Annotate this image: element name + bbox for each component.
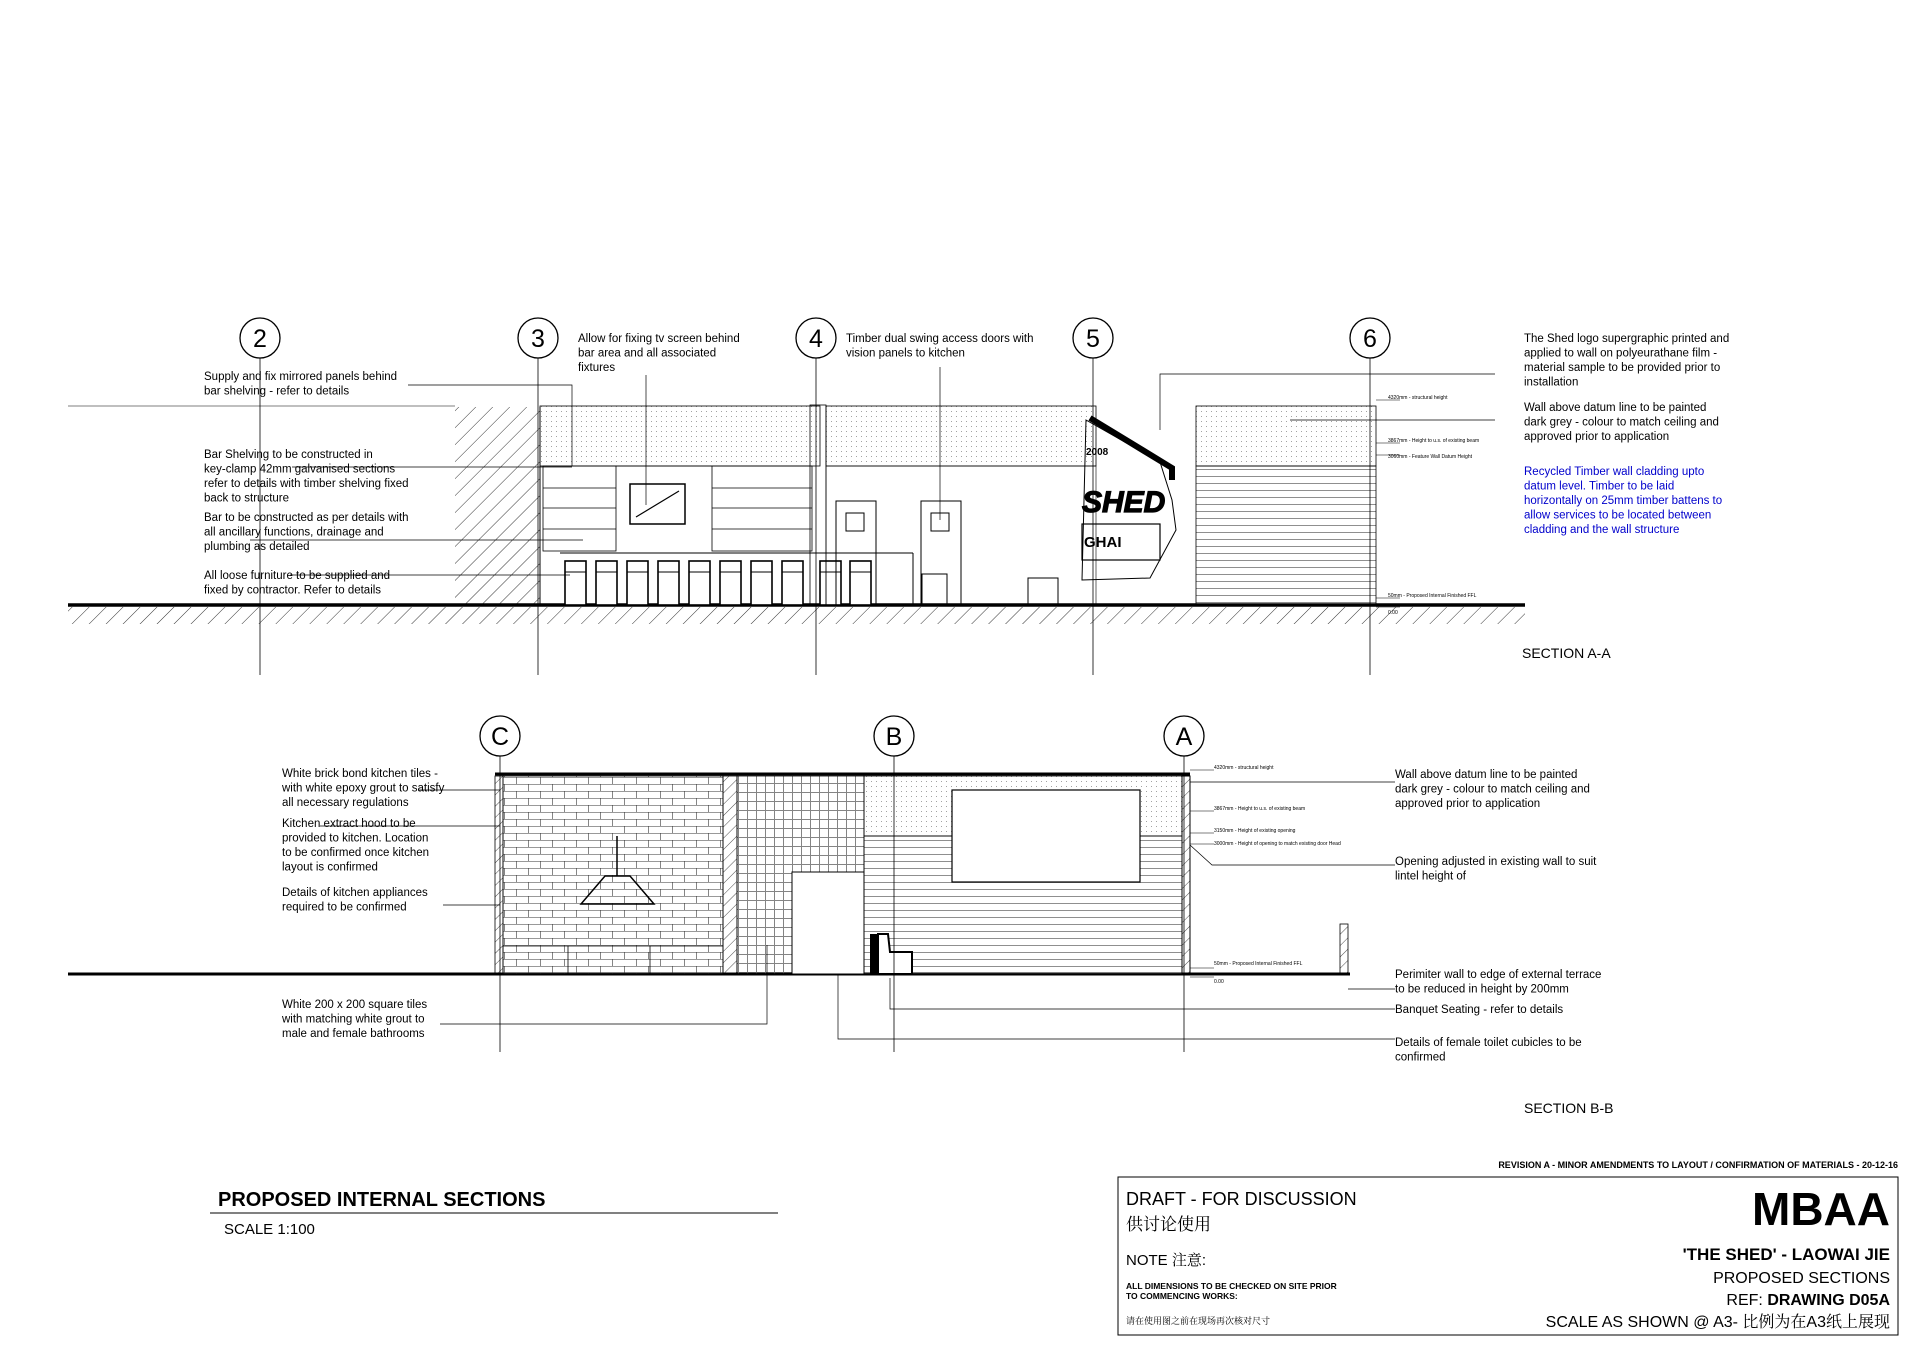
section-a-title: SECTION A-A xyxy=(1522,645,1611,661)
level-door-head-b: 3000mm - Height of opening to match existing door Head xyxy=(1214,841,1341,847)
drawing-ref xyxy=(1726,1292,1890,1309)
drawing-title: PROPOSED SECTIONS xyxy=(1713,1270,1890,1287)
ref-label: REF: xyxy=(1726,1292,1763,1309)
mbaa-logo: MBAA xyxy=(1752,1183,1890,1235)
grid-label: 4 xyxy=(809,325,823,353)
timber-cladding xyxy=(1196,466,1376,605)
project-name: 'THE SHED' - LAOWAI JIE xyxy=(1682,1245,1890,1264)
bar-stools xyxy=(565,561,871,605)
level-zero-a: 0.00 xyxy=(1388,610,1398,616)
grid-label: 2 xyxy=(253,325,267,353)
level-zero-b: 0.00 xyxy=(1214,979,1224,985)
footer xyxy=(210,1160,1898,1238)
grid-label: A xyxy=(1175,723,1193,751)
draft-label-cn: 供讨论使用 xyxy=(1126,1215,1211,1234)
bar-stool xyxy=(627,561,648,605)
note-kitchen-tiles: White brick bond kitchen tiles -with white epoxy grout to satisfy all necessary regulations xyxy=(282,768,445,809)
bar-stool xyxy=(751,561,772,605)
revision-note: REVISION A - MINOR AMENDMENTS TO LAYOUT / CONFIRMATION OF MATERIALS - 20-12-16 xyxy=(1498,1160,1898,1170)
ceiling-zone-1 xyxy=(540,406,820,466)
note-loose-furniture: All loose furniture to be supplied and fixed by contractor. Refer to details xyxy=(204,570,391,597)
note-bar-shelving: Bar Shelving to be constructed in key-clamp 42mm galvanised sections refer to details with timber shelving fixed back to structure xyxy=(204,449,409,505)
ground-hatch-a xyxy=(68,607,1525,624)
section-b-title: SECTION B-B xyxy=(1524,1100,1614,1116)
note-banquet-seating: Banquet Seating - refer to details xyxy=(1395,1004,1564,1016)
level-ffl-a: 50mm - Proposed Internal Finished FFL xyxy=(1388,593,1477,599)
level-beam-a: 3867mm - Height to u.s. of existing beam xyxy=(1388,438,1480,444)
note-bathroom-tiles: White 200 x 200 square tiles with matching white grout to male and female bathrooms xyxy=(282,999,428,1040)
level-opening-b: 3150mm - Height of existing opening xyxy=(1214,828,1296,834)
level-structural-a: 4320mm - structural height xyxy=(1388,395,1448,401)
draft-label: DRAFT - FOR DISCUSSION xyxy=(1126,1189,1357,1209)
level-ffl-b: 50mm - Proposed Internal Finished FFL xyxy=(1214,961,1303,967)
bar-stool xyxy=(658,561,679,605)
level-beam-b: 3867mm - Height to u.s. of existing beam xyxy=(1214,806,1306,812)
note-cn: 请在使用图之前在现场再次核对尺寸 xyxy=(1126,1316,1271,1326)
bar-stool xyxy=(850,561,871,605)
drawing-scale: SCALE AS SHOWN @ A3- 比例为在A3纸上展现 xyxy=(1545,1314,1890,1331)
level-structural-b: 4320mm - structural height xyxy=(1214,765,1274,771)
logo-city-text: GHAI xyxy=(1084,534,1122,551)
bar-shelving xyxy=(543,466,812,551)
bar-stool xyxy=(720,561,741,605)
note-opening-adjusted: Opening adjusted in existing wall to suit lintel height of xyxy=(1395,856,1597,883)
grid-label: 5 xyxy=(1086,325,1100,353)
note-label: NOTE 注意: xyxy=(1126,1252,1207,1269)
sheet-title: PROPOSED INTERNAL SECTIONS xyxy=(218,1189,546,1211)
bar-stool xyxy=(820,561,841,605)
note-toilet-cubicles: Details of female toilet cubicles to be confirmed xyxy=(1395,1037,1582,1064)
note-mirrored-panels: Supply and fix mirrored panels behind bar shelving - refer to details xyxy=(204,371,398,398)
note-perimeter-wall: Perimiter wall to edge of external terrace to be reduced in height by 200mm xyxy=(1395,969,1602,996)
note-extract-hood: Kitchen extract hood to be provided to kitchen. Location to be confirmed once kitchen layout is confirmed xyxy=(282,818,430,874)
bar-stool xyxy=(596,561,617,605)
sheet-scale: SCALE 1:100 xyxy=(224,1221,315,1238)
grid-label: 6 xyxy=(1363,325,1377,353)
note-shed-logo: The Shed logo supergraphic printed and applied to wall on polyeurathane film -material sample to be provided prior to installation xyxy=(1524,333,1730,389)
bar-stool xyxy=(782,561,803,605)
grid-label: C xyxy=(490,723,510,751)
grid-label: B xyxy=(885,723,903,751)
tv-screen xyxy=(630,484,685,524)
bar-stool xyxy=(689,561,710,605)
logo-shed-text: SHED xyxy=(1082,486,1166,519)
ref-value: DRAWING D05A xyxy=(1767,1292,1890,1309)
note-tv-screen: Allow for fixing tv screen behind bar area and all associated fixtures xyxy=(578,333,740,374)
wall-opening xyxy=(952,790,1140,882)
note-kitchen-appliances: Details of kitchen appliances required to be confirmed xyxy=(282,887,428,914)
note-timber-doors: Timber dual swing access doors with vision panels to kitchen xyxy=(846,333,1034,360)
grid-label: 3 xyxy=(531,325,545,353)
ceiling-zone-2 xyxy=(826,406,1096,466)
note-line-2: TO COMMENCING WORKS: xyxy=(1126,1291,1238,1301)
note-wall-above-datum-b: Wall above datum line to be painted dark grey - colour to match ceiling and approved prior to application xyxy=(1395,769,1590,810)
ceiling-zone-3 xyxy=(1196,406,1376,466)
note-recycled-timber: Recycled Timber wall cladding upto datum level. Timber to be laid horizontally on 25mm timber battens to allow services to be located between cladding and the wall structure xyxy=(1524,466,1723,536)
level-datum-a: 3060mm - Feature Wall Datum Height xyxy=(1388,454,1473,460)
note-line-1: ALL DIMENSIONS TO BE CHECKED ON SITE PRIOR xyxy=(1126,1281,1337,1291)
kitchen-brick-tiles xyxy=(503,776,723,974)
perimeter-wall xyxy=(1340,924,1348,974)
bar-stool xyxy=(565,561,586,605)
note-wall-above-datum-a: Wall above datum line to be painted dark grey - colour to match ceiling and approved prior to application xyxy=(1524,402,1719,443)
level-markers-a xyxy=(1376,400,1400,607)
level-markers-b xyxy=(1190,770,1214,977)
note-bar-construction: Bar to be constructed as per details with all ancillary functions, drainage and plumbing as detailed xyxy=(204,512,409,553)
title-block xyxy=(1118,1177,1898,1335)
logo-year-text: 2008 xyxy=(1086,447,1109,458)
toilet-door xyxy=(792,872,864,974)
